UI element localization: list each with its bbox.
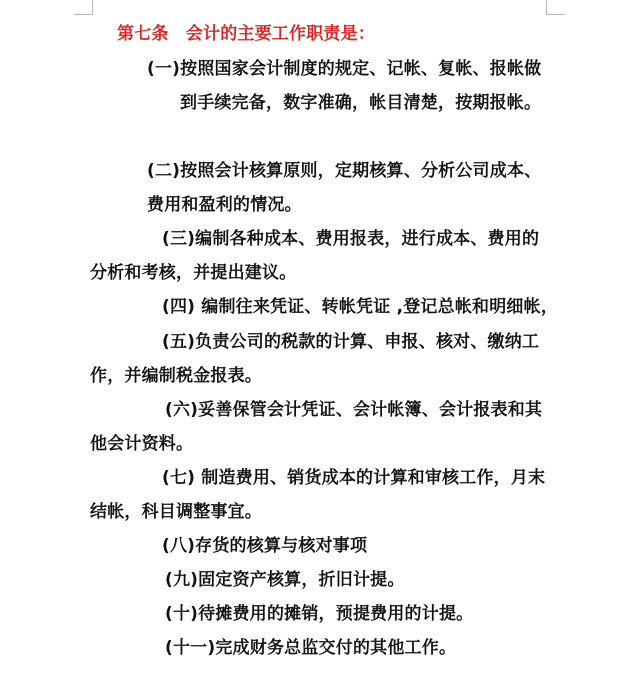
crop-mark-right-horizontal	[546, 14, 565, 15]
item-11-line-1: (十一)完成财务总监交付的其他工作。	[165, 638, 457, 658]
crop-mark-right-vertical	[546, 0, 547, 14]
item-2-line-2: 费用和盈利的情况。	[147, 195, 302, 215]
crop-mark-left-vertical	[92, 0, 93, 14]
item-1-line-2: 到手续完备，数字准确，帐目清楚，按期报帐。	[180, 93, 542, 113]
item-4-line-1: (四) 编制往来凭证、转帐凭证 ,登记总帐和明细帐，	[162, 297, 559, 317]
item-3-line-2: 分析和考核，并提出建议。	[90, 263, 297, 283]
item-7-line-1: (七) 制造费用、销货成本的计算和审核工作，月末	[162, 468, 546, 488]
item-8-line-1: (八)存货的核算与核对事项	[162, 536, 368, 556]
item-5-line-2: 作，并编制税金报表。	[90, 366, 262, 386]
item-6-line-1: (六)妥善保管会计凭证、会计帐簿、会计报表和其	[165, 400, 543, 420]
item-3-line-1: (三)编制各种成本、费用报表，进行成本、费用的	[162, 229, 540, 249]
item-6-line-2: 他会计资料。	[90, 434, 194, 454]
crop-mark-left-horizontal	[74, 14, 93, 15]
item-1-line-1: (一)按照国家会计制度的规定、记帐、复帐、报帐做	[147, 59, 542, 79]
item-10-line-1: (十)待摊费用的摊销，预提费用的计提。	[165, 604, 474, 624]
section-heading: 第七条 会计的主要工作职责是：	[117, 24, 375, 44]
item-2-line-1: (二)按照会计核算原则，定期核算、分析公司成本、	[147, 161, 542, 181]
item-5-line-1: (五)负责公司的税款的计算、申报、核对、缴纳工	[162, 332, 540, 352]
item-7-line-2: 结帐，科目调整事宜。	[90, 502, 262, 522]
item-9-line-1: (九)固定资产核算，折旧计提。	[165, 570, 405, 590]
